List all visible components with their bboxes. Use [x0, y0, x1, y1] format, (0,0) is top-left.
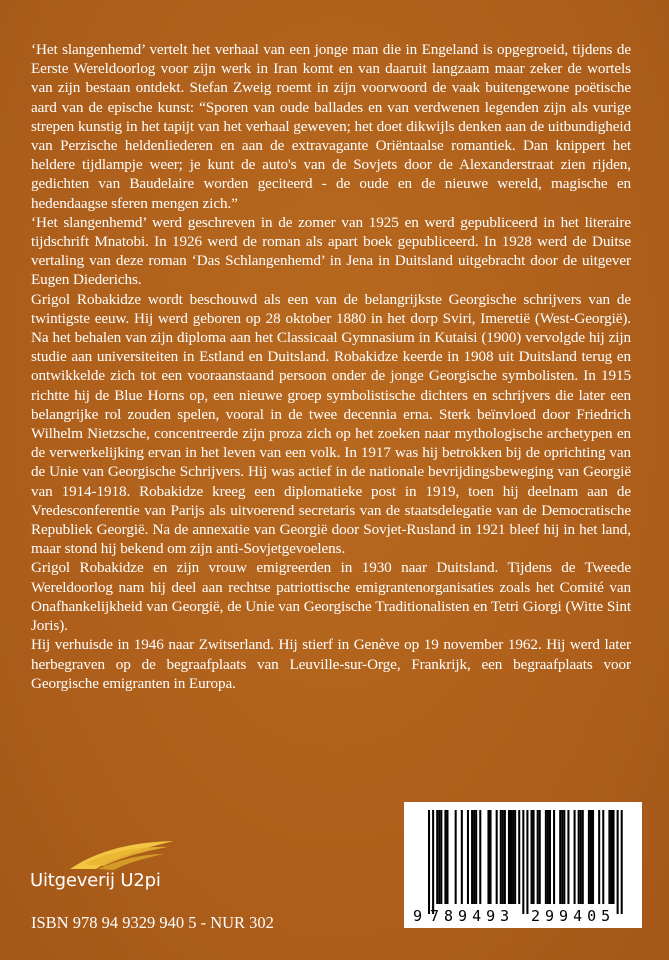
blurb-paragraph: ‘Het slangenhemd’ werd geschreven in de zomer van 1925 en werd gepubliceerd in het literaire tijdschrift Mnatobi. In 1926 werd de roman als apart boek gepubliceerd. In 1928 werd de Duitse vertaling van deze roman ‘Das Schlangenhemd’ in Jena in Duitsland uitgebracht door de uitgever Eugen Diederichs. — [31, 213, 631, 289]
barcode-bar — [504, 810, 506, 904]
barcode-bar — [613, 810, 615, 904]
barcode-bar — [561, 810, 563, 904]
barcode-bar — [490, 810, 492, 904]
barcode-bar — [610, 810, 612, 904]
barcode-bar — [547, 810, 549, 904]
blurb-paragraph: Grigol Robakidze en zijn vrouw emigreerden in 1930 naar Duitsland. Tijdens de Tweede Wereldoorlog nam hij deel aan rechtse patriottische emigrantenorganisaties zoals het Comité van Onafhankelijkheid van Georgië, de Unie van Georgische Traditionalisten en Tetri Giorgi (Witte Sint Joris). — [31, 559, 631, 635]
barcode-bar — [526, 810, 528, 914]
barcode-bar — [432, 810, 434, 914]
barcode-bar — [588, 810, 590, 904]
barcode-first-digit: 9 — [413, 907, 423, 925]
barcode-bar — [444, 810, 446, 904]
publisher-logo — [30, 838, 210, 908]
barcode-bar — [537, 810, 539, 904]
barcode-bar — [508, 810, 510, 904]
barcode-bar — [455, 810, 457, 904]
barcode-bar — [580, 810, 582, 904]
barcode-bar — [533, 810, 535, 904]
barcode-bar — [502, 810, 504, 904]
barcode-bar — [518, 810, 520, 904]
wing-swoosh-icon — [68, 838, 178, 872]
blurb-paragraph: Grigol Robakidze wordt beschouwd als een van de belangrijkste Georgische schrijvers van de twintigste eeuw. Hij werd geboren op 28 oktober 1880 in het dorp Sviri, Imeretië (West-Georgië). Na het behalen van zijn diploma aan het Classicaal Gymnasium in Kutaisi (1900) vervolgde hij zijn studie aan universiteiten in Estland en Duitsland. Robakidze keerde in 1908 uit Duitsland terug en ontwikkelde zich tot een vooraanstaand persoon onder de jonge Georgische symbolisten. In 1915 richtte hij de Blue Horns op, een nieuwe groep symbolistische dichters en schrijvers die later een belangrijke rol zouden spelen, vooral in de twee decennia erna. Sterk beïnvloed door Friedrich Wilhelm Nietzsche, concentreerde zijn proza zich op het zoeken naar mythologische archetypen en de verwerkelijking ervan in het leven van een volk. In 1917 was hij betrokken bij de oprichting van de Unie van Georgische Schrijvers. Hij was actief in de nationale bevrijdingsbeweging van Georgië van 1914-1918. Robakidze kreeg een diplomatieke post in 1919, toen hij deelnam aan de Vredesconferentie van Parijs als uitvoerend secretaris van de staatsdelegatie van de Democratische Republiek Georgië. Na de annexatie van Georgië door Sovjet-Rusland in 1921 bleef hij in het land, maar stond hij bekend om zijn anti-Sovjetgevoelens. — [31, 290, 631, 558]
barcode-bar — [553, 810, 555, 904]
blurb-paragraph: Hij verhuisde in 1946 naar Zwitserland. Hij stierf in Genève op 19 november 1962. Hij werd later herbegraven op de begraafplaats van Leuville-sur-Orge, Frankrijk, een begraafplaats voor Georgische emigranten in Europa. — [31, 636, 631, 692]
barcode-bar — [567, 810, 569, 904]
back-cover-blurb — [31, 40, 631, 693]
barcode-bar — [500, 810, 502, 904]
barcode-bar — [473, 810, 475, 904]
barcode-bar — [582, 810, 584, 904]
isbn-barcode — [404, 802, 642, 928]
barcode-bar — [592, 810, 594, 904]
publisher-name: Uitgeverij U2pi — [30, 870, 161, 891]
barcode-bar — [531, 810, 533, 904]
barcode-bar — [574, 810, 576, 904]
barcode-bar — [522, 810, 524, 914]
barcode-bar — [549, 810, 551, 904]
barcode-bar — [487, 810, 489, 904]
barcode-bar — [436, 810, 438, 904]
barcode-bar — [461, 810, 463, 904]
barcode-bar — [467, 810, 469, 904]
barcode-bar — [438, 810, 440, 904]
barcode-bar — [602, 810, 604, 904]
barcode-bar — [428, 810, 430, 914]
barcode-bar — [559, 810, 561, 904]
barcode-bar — [514, 810, 516, 904]
barcode-right-digits: 299405 — [531, 907, 616, 925]
barcode-bar — [539, 810, 541, 904]
barcode-bar — [440, 810, 442, 904]
barcode-bar — [608, 810, 610, 904]
barcode-bar — [563, 810, 565, 904]
barcode-bar — [512, 810, 514, 904]
barcode-bar — [475, 810, 477, 904]
barcode-left-digits: 789493 — [430, 907, 515, 925]
barcode-bar — [479, 810, 481, 904]
barcode-graphic — [404, 802, 642, 928]
barcode-bar — [496, 810, 498, 904]
isbn-nur-line: ISBN 978 94 9329 940 5 - NUR 302 — [31, 913, 274, 932]
barcode-bar — [621, 810, 623, 914]
barcode-bar — [598, 810, 600, 904]
barcode-bar — [510, 810, 512, 904]
blurb-paragraph: ‘Het slangenhemd’ vertelt het verhaal van een jonge man die in Engeland is opgegroeid, tijdens de Eerste Wereldoorlog voor zijn werk in Iran komt en van daaruit langzaam maar zeker de wortels van zijn bestaan ontdekt. Stefan Zweig roemt in zijn voorwoord de vaak buitengewone poëtische aard van de epische kunst: “Sporen van oude ballades en van verdwenen legenden zijn als vurige strepen kunstig in het tapijt van het verhaal geweven; het doet dikwijls denken aan de uitbundigheid van Perzische heldenliederen en aan de extravagante Oriëntaalse romantiek. Dan knippert het heldere tijdlampje weer; je kunt de auto's van de Sovjets door de Alexanderstraat zien rijden, gedichten van Baudelaire worden geciteerd - de oude en de nieuwe wereld, magische en hedendaagse sferen mengen zich.” — [31, 41, 631, 212]
barcode-bar — [545, 810, 547, 904]
barcode-bar — [446, 810, 448, 904]
barcode-bar — [617, 810, 619, 914]
barcode-bar — [590, 810, 592, 904]
barcode-bar — [578, 810, 580, 904]
barcode-bar — [471, 810, 473, 904]
